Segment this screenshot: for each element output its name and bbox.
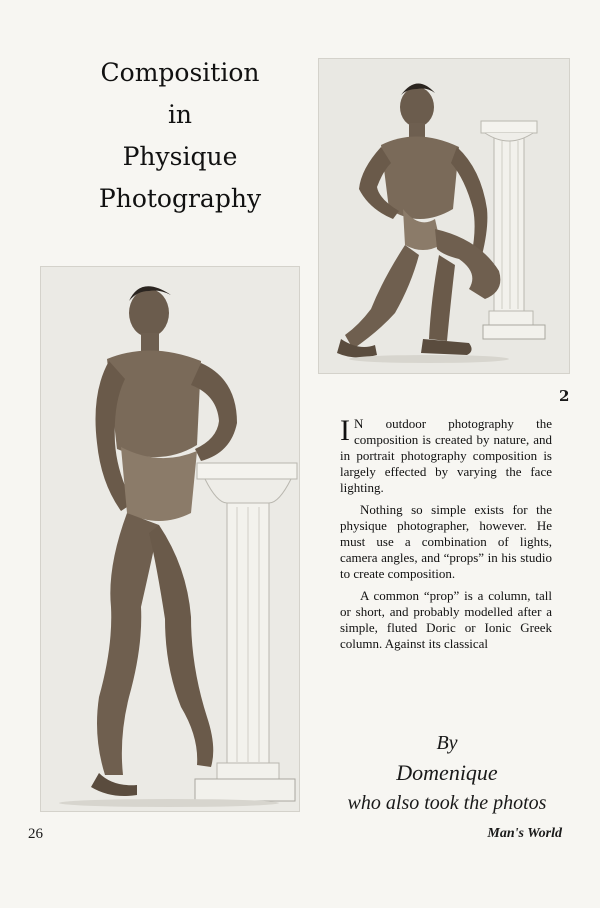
paragraph-1-text: N outdoor photography the composition is created by nature, and in portrait photography composition is largely effected by varying the face lighting. — [340, 416, 552, 495]
title-line-1: Composition — [100, 58, 260, 87]
title-line-3: Physique — [122, 142, 238, 171]
article-body — [340, 416, 552, 658]
article-title — [60, 52, 300, 220]
byline-author: Domenique — [396, 760, 498, 785]
byline — [336, 728, 558, 818]
paragraph-1 — [340, 416, 552, 496]
paragraph-2: Nothing so simple exists for the physique photographer, however. He must use a combination of lights, camera angles, and “props” in his studio to create composition. — [340, 502, 552, 581]
drop-cap: I — [340, 414, 350, 447]
byline-by: By — [436, 732, 458, 754]
paragraph-3: A common “prop” is a column, tall or short, and probably modelled after a simple, fluted Doric or Ionic Greek column. Against its classical — [340, 588, 552, 651]
page-number: 26 — [28, 826, 43, 842]
kneeling-model-with-column-photo — [318, 58, 570, 374]
standing-model-with-column-photo — [40, 266, 300, 812]
standing-model-illustration — [41, 267, 299, 811]
byline-credit: who also took the photos — [347, 792, 547, 814]
photo-number: 2 — [559, 387, 570, 405]
kneeling-model-illustration — [319, 59, 569, 373]
title-line-4: Photography — [98, 184, 262, 213]
title-line-2: in — [167, 100, 193, 129]
magazine-name: Man's World — [487, 826, 562, 841]
